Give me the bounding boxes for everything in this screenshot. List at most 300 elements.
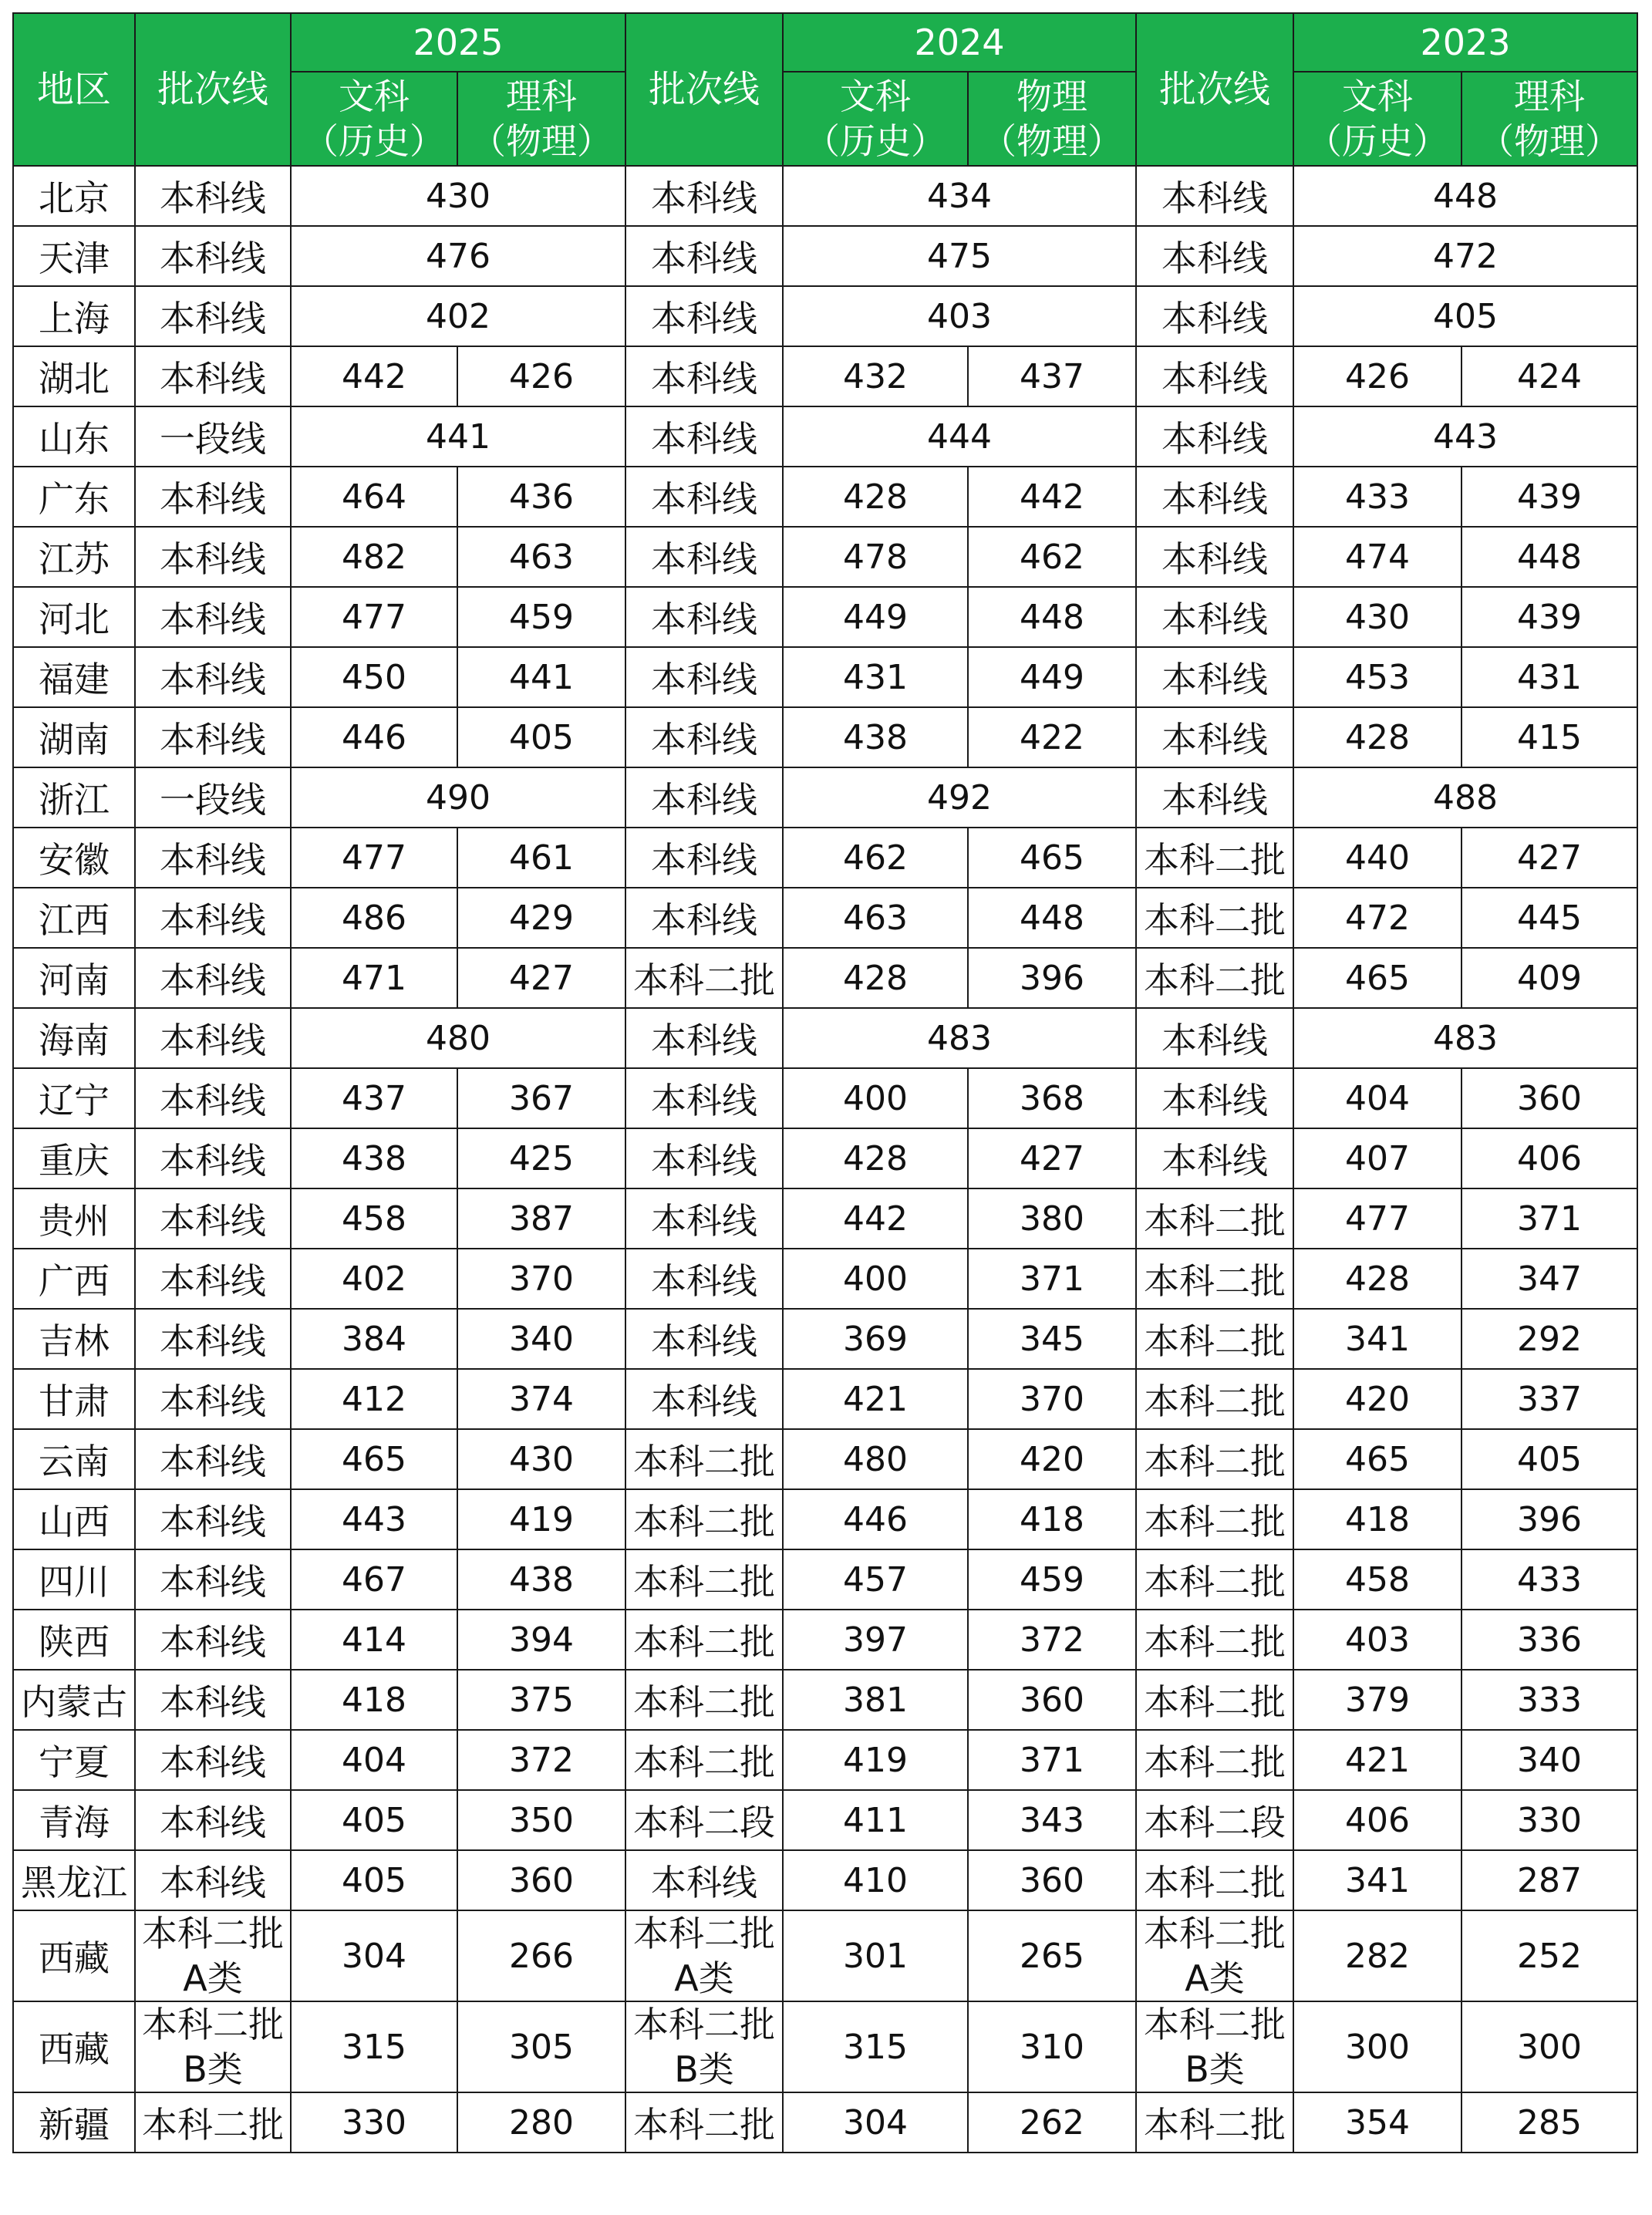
score-cell-arts-2024: 432: [783, 346, 968, 406]
batch-cell-2024: 本科线: [625, 406, 783, 467]
batch-cell-2024: 本科线: [625, 166, 783, 226]
batch-cell-2025: 本科线: [135, 948, 291, 1008]
score-cell-science-2023: 300: [1462, 2001, 1637, 2092]
batch-cell-2023: 本科二批: [1136, 1730, 1293, 1790]
score-cell-arts-2023: 426: [1293, 346, 1462, 406]
region-cell: 安徽: [13, 828, 135, 888]
batch-cell-2025: 本科线: [135, 1068, 291, 1128]
score-cell-science-2023: 252: [1462, 1910, 1637, 2001]
score-cell-science-2025: 441: [457, 647, 625, 707]
score-cell-arts-2025: 467: [291, 1549, 457, 1610]
score-cell-science-2024: 418: [968, 1489, 1136, 1549]
score-cell-arts-2023: 420: [1293, 1369, 1462, 1429]
score-cell-science-2024: 380: [968, 1188, 1136, 1249]
score-cell-arts-2024: 428: [783, 948, 968, 1008]
score-cell-arts-2025: 486: [291, 888, 457, 948]
table-row: [13, 587, 1637, 647]
score-cell-combined-2023: 405: [1293, 286, 1637, 346]
score-cell-science-2023: 424: [1462, 346, 1637, 406]
header-arts-2023: 文科 （历史）: [1293, 72, 1462, 166]
score-cell-arts-2025: 405: [291, 1850, 457, 1910]
batch-cell-2024: 本科线: [625, 467, 783, 527]
score-cell-arts-2025: 482: [291, 527, 457, 587]
score-cell-arts-2024: 428: [783, 1128, 968, 1188]
batch-cell-2024: 本科线: [625, 1850, 783, 1910]
score-cell-science-2025: 387: [457, 1188, 625, 1249]
batch-cell-2024: 本科二批: [625, 1670, 783, 1730]
score-cell-science-2023: 371: [1462, 1188, 1637, 1249]
region-cell: 辽宁: [13, 1068, 135, 1128]
region-cell: 宁夏: [13, 1730, 135, 1790]
table-row: [13, 1309, 1637, 1369]
batch-cell-2025: 本科线: [135, 467, 291, 527]
score-cell-science-2024: 368: [968, 1068, 1136, 1128]
score-cell-arts-2023: 428: [1293, 1249, 1462, 1309]
score-cell-arts-2025: 418: [291, 1670, 457, 1730]
score-cell-arts-2023: 440: [1293, 828, 1462, 888]
score-cell-science-2023: 396: [1462, 1489, 1637, 1549]
score-cell-arts-2023: 300: [1293, 2001, 1462, 2092]
score-cell-arts-2024: 446: [783, 1489, 968, 1549]
region-cell: 广东: [13, 467, 135, 527]
score-cell-science-2023: 347: [1462, 1249, 1637, 1309]
score-cell-arts-2025: 402: [291, 1249, 457, 1309]
batch-cell-2025: 本科二批 B类: [135, 2001, 291, 2092]
score-cell-arts-2025: 412: [291, 1369, 457, 1429]
score-cell-science-2024: 396: [968, 948, 1136, 1008]
score-cell-arts-2025: 443: [291, 1489, 457, 1549]
batch-cell-2023: 本科二批: [1136, 1429, 1293, 1489]
score-cell-combined-2024: 483: [783, 1008, 1136, 1068]
score-cell-science-2025: 438: [457, 1549, 625, 1610]
batch-cell-2025: 本科二批: [135, 2092, 291, 2153]
region-cell: 山西: [13, 1489, 135, 1549]
batch-cell-2023: 本科二批: [1136, 2092, 1293, 2153]
batch-cell-2024: 本科线: [625, 1008, 783, 1068]
cutoff-score-table: [12, 12, 1638, 2153]
score-cell-arts-2024: 315: [783, 2001, 968, 2092]
score-cell-arts-2024: 304: [783, 2092, 968, 2153]
batch-cell-2024: 本科线: [625, 1369, 783, 1429]
batch-cell-2025: 本科线: [135, 1549, 291, 1610]
region-cell: 甘肃: [13, 1369, 135, 1429]
table-row: [13, 346, 1637, 406]
score-cell-arts-2025: 437: [291, 1068, 457, 1128]
batch-cell-2025: 本科线: [135, 1790, 291, 1850]
score-cell-arts-2025: 446: [291, 707, 457, 767]
table-row: [13, 888, 1637, 948]
score-cell-science-2024: 360: [968, 1850, 1136, 1910]
table-row: [13, 1670, 1637, 1730]
score-cell-science-2025: 370: [457, 1249, 625, 1309]
table-row: [13, 948, 1637, 1008]
batch-cell-2025: 本科线: [135, 1489, 291, 1549]
table-row: [13, 467, 1637, 527]
score-cell-arts-2023: 341: [1293, 1850, 1462, 1910]
score-cell-combined-2024: 492: [783, 767, 1136, 828]
batch-cell-2025: 本科线: [135, 1008, 291, 1068]
score-cell-science-2023: 448: [1462, 527, 1637, 587]
score-cell-science-2023: 405: [1462, 1429, 1637, 1489]
batch-cell-2023: 本科二批: [1136, 1489, 1293, 1549]
score-cell-science-2025: 429: [457, 888, 625, 948]
score-cell-science-2023: 427: [1462, 828, 1637, 888]
score-cell-science-2025: 461: [457, 828, 625, 888]
score-cell-science-2023: 360: [1462, 1068, 1637, 1128]
table-row: [13, 1068, 1637, 1128]
table-row: [13, 1549, 1637, 1610]
score-cell-science-2025: 427: [457, 948, 625, 1008]
score-cell-combined-2025: 476: [291, 226, 625, 286]
header-region: 地区: [13, 13, 135, 166]
batch-cell-2025: 本科线: [135, 1188, 291, 1249]
batch-cell-2024: 本科线: [625, 1309, 783, 1369]
score-cell-science-2024: 449: [968, 647, 1136, 707]
score-cell-science-2023: 287: [1462, 1850, 1637, 1910]
batch-cell-2025: 本科线: [135, 1610, 291, 1670]
score-cell-science-2024: 372: [968, 1610, 1136, 1670]
table-row: [13, 226, 1637, 286]
score-cell-arts-2025: 404: [291, 1730, 457, 1790]
score-cell-science-2025: 426: [457, 346, 625, 406]
header-science-2023: 理科 （物理）: [1462, 72, 1637, 166]
batch-cell-2025: 本科线: [135, 1670, 291, 1730]
batch-cell-2025: 本科二批 A类: [135, 1910, 291, 2001]
header-year-2023: 2023: [1293, 13, 1637, 72]
batch-cell-2024: 本科线: [625, 767, 783, 828]
score-cell-science-2025: 340: [457, 1309, 625, 1369]
score-cell-combined-2025: 441: [291, 406, 625, 467]
score-cell-science-2025: 360: [457, 1850, 625, 1910]
score-cell-arts-2025: 450: [291, 647, 457, 707]
score-cell-arts-2024: 463: [783, 888, 968, 948]
batch-cell-2023: 本科二批: [1136, 1369, 1293, 1429]
score-cell-science-2025: 266: [457, 1910, 625, 2001]
batch-cell-2025: 本科线: [135, 587, 291, 647]
region-cell: 重庆: [13, 1128, 135, 1188]
batch-cell-2023: 本科线: [1136, 1008, 1293, 1068]
table-row: [13, 1429, 1637, 1489]
region-cell: 江西: [13, 888, 135, 948]
score-cell-combined-2023: 483: [1293, 1008, 1637, 1068]
score-cell-science-2025: 430: [457, 1429, 625, 1489]
header-science-2025: 理科 （物理）: [457, 72, 625, 166]
batch-cell-2024: 本科线: [625, 226, 783, 286]
batch-cell-2023: 本科二批: [1136, 1549, 1293, 1610]
score-cell-science-2024: 345: [968, 1309, 1136, 1369]
score-cell-science-2024: 310: [968, 2001, 1136, 2092]
batch-cell-2025: 本科线: [135, 286, 291, 346]
score-cell-science-2025: 436: [457, 467, 625, 527]
score-cell-science-2023: 285: [1462, 2092, 1637, 2153]
score-cell-science-2025: 372: [457, 1730, 625, 1790]
score-cell-arts-2025: 458: [291, 1188, 457, 1249]
score-cell-arts-2023: 341: [1293, 1309, 1462, 1369]
table-row: [13, 286, 1637, 346]
score-cell-science-2024: 422: [968, 707, 1136, 767]
score-cell-science-2023: 336: [1462, 1610, 1637, 1670]
score-cell-arts-2024: 438: [783, 707, 968, 767]
score-cell-science-2024: 437: [968, 346, 1136, 406]
batch-cell-2024: 本科二批: [625, 1429, 783, 1489]
table-row: [13, 2092, 1637, 2153]
batch-cell-2023: 本科线: [1136, 707, 1293, 767]
table-row: [13, 1008, 1637, 1068]
score-cell-science-2023: 340: [1462, 1730, 1637, 1790]
table-row: [13, 166, 1637, 226]
score-cell-combined-2023: 448: [1293, 166, 1637, 226]
region-cell: 云南: [13, 1429, 135, 1489]
region-cell: 山东: [13, 406, 135, 467]
batch-cell-2023: 本科线: [1136, 286, 1293, 346]
score-cell-arts-2023: 465: [1293, 1429, 1462, 1489]
region-cell: 海南: [13, 1008, 135, 1068]
score-cell-arts-2023: 404: [1293, 1068, 1462, 1128]
score-cell-science-2025: 459: [457, 587, 625, 647]
score-cell-science-2024: 262: [968, 2092, 1136, 2153]
batch-cell-2025: 一段线: [135, 406, 291, 467]
score-cell-science-2025: 305: [457, 2001, 625, 2092]
score-cell-science-2023: 439: [1462, 467, 1637, 527]
region-cell: 青海: [13, 1790, 135, 1850]
table-header: [13, 13, 1637, 166]
batch-cell-2024: 本科二批 A类: [625, 1910, 783, 2001]
batch-cell-2024: 本科线: [625, 828, 783, 888]
score-cell-science-2024: 459: [968, 1549, 1136, 1610]
score-cell-arts-2023: 407: [1293, 1128, 1462, 1188]
score-cell-science-2025: 463: [457, 527, 625, 587]
score-cell-science-2024: 360: [968, 1670, 1136, 1730]
batch-cell-2023: 本科二批: [1136, 948, 1293, 1008]
region-cell: 陕西: [13, 1610, 135, 1670]
region-cell: 河南: [13, 948, 135, 1008]
score-cell-science-2024: 448: [968, 888, 1136, 948]
batch-cell-2025: 本科线: [135, 828, 291, 888]
batch-cell-2025: 本科线: [135, 1850, 291, 1910]
score-cell-science-2024: 462: [968, 527, 1136, 587]
region-cell: 湖南: [13, 707, 135, 767]
batch-cell-2023: 本科二批: [1136, 1309, 1293, 1369]
score-cell-arts-2025: 304: [291, 1910, 457, 2001]
score-cell-science-2025: 280: [457, 2092, 625, 2153]
batch-cell-2024: 本科线: [625, 286, 783, 346]
batch-cell-2023: 本科线: [1136, 1068, 1293, 1128]
score-cell-arts-2024: 301: [783, 1910, 968, 2001]
score-cell-science-2025: 367: [457, 1068, 625, 1128]
region-cell: 广西: [13, 1249, 135, 1309]
score-cell-arts-2023: 472: [1293, 888, 1462, 948]
score-cell-science-2024: 442: [968, 467, 1136, 527]
score-cell-arts-2023: 403: [1293, 1610, 1462, 1670]
batch-cell-2024: 本科线: [625, 346, 783, 406]
batch-cell-2025: 本科线: [135, 1128, 291, 1188]
score-cell-arts-2025: 330: [291, 2092, 457, 2153]
score-cell-arts-2025: 477: [291, 828, 457, 888]
batch-cell-2025: 本科线: [135, 1429, 291, 1489]
score-cell-arts-2023: 428: [1293, 707, 1462, 767]
score-cell-combined-2024: 434: [783, 166, 1136, 226]
region-cell: 西藏: [13, 1910, 135, 2001]
header-arts-2025: 文科 （历史）: [291, 72, 457, 166]
score-cell-science-2024: 371: [968, 1730, 1136, 1790]
batch-cell-2024: 本科线: [625, 1128, 783, 1188]
table-body: [13, 166, 1637, 2153]
region-cell: 黑龙江: [13, 1850, 135, 1910]
table-row: [13, 707, 1637, 767]
score-cell-arts-2024: 442: [783, 1188, 968, 1249]
table-row: [13, 1790, 1637, 1850]
score-cell-arts-2024: 419: [783, 1730, 968, 1790]
score-cell-science-2023: 415: [1462, 707, 1637, 767]
score-cell-arts-2024: 369: [783, 1309, 968, 1369]
score-cell-science-2025: 375: [457, 1670, 625, 1730]
header-year-2025: 2025: [291, 13, 625, 72]
table-row: [13, 527, 1637, 587]
score-cell-science-2023: 433: [1462, 1549, 1637, 1610]
batch-cell-2024: 本科线: [625, 587, 783, 647]
score-cell-arts-2025: 315: [291, 2001, 457, 2092]
score-cell-arts-2024: 457: [783, 1549, 968, 1610]
score-cell-arts-2024: 397: [783, 1610, 968, 1670]
score-cell-science-2023: 406: [1462, 1128, 1637, 1188]
header-science-2024: 物理 （物理）: [968, 72, 1136, 166]
header-arts-2024: 文科 （历史）: [783, 72, 968, 166]
batch-cell-2023: 本科线: [1136, 346, 1293, 406]
batch-cell-2025: 本科线: [135, 166, 291, 226]
score-cell-arts-2024: 400: [783, 1068, 968, 1128]
region-cell: 吉林: [13, 1309, 135, 1369]
batch-cell-2023: 本科二批: [1136, 1610, 1293, 1670]
batch-cell-2023: 本科二段: [1136, 1790, 1293, 1850]
table-row: [13, 1369, 1637, 1429]
batch-cell-2024: 本科二批: [625, 1610, 783, 1670]
batch-cell-2024: 本科二段: [625, 1790, 783, 1850]
score-cell-science-2023: 337: [1462, 1369, 1637, 1429]
batch-cell-2025: 本科线: [135, 226, 291, 286]
score-cell-arts-2024: 449: [783, 587, 968, 647]
batch-cell-2023: 本科线: [1136, 467, 1293, 527]
score-cell-science-2023: 330: [1462, 1790, 1637, 1850]
region-cell: 浙江: [13, 767, 135, 828]
batch-cell-2024: 本科二批 B类: [625, 2001, 783, 2092]
batch-cell-2025: 本科线: [135, 888, 291, 948]
batch-cell-2025: 本科线: [135, 346, 291, 406]
score-cell-science-2023: 292: [1462, 1309, 1637, 1369]
score-cell-science-2023: 439: [1462, 587, 1637, 647]
batch-cell-2024: 本科二批: [625, 1489, 783, 1549]
batch-cell-2023: 本科线: [1136, 406, 1293, 467]
score-cell-arts-2023: 433: [1293, 467, 1462, 527]
batch-cell-2024: 本科二批: [625, 1549, 783, 1610]
score-cell-arts-2023: 474: [1293, 527, 1462, 587]
score-cell-combined-2025: 490: [291, 767, 625, 828]
batch-cell-2025: 本科线: [135, 647, 291, 707]
score-cell-arts-2023: 465: [1293, 948, 1462, 1008]
batch-cell-2023: 本科二批: [1136, 1188, 1293, 1249]
region-cell: 贵州: [13, 1188, 135, 1249]
batch-cell-2023: 本科线: [1136, 767, 1293, 828]
score-cell-combined-2025: 480: [291, 1008, 625, 1068]
table-row: [13, 406, 1637, 467]
batch-cell-2023: 本科二批: [1136, 1850, 1293, 1910]
batch-cell-2025: 本科线: [135, 1369, 291, 1429]
score-cell-arts-2025: 477: [291, 587, 457, 647]
score-cell-science-2025: 405: [457, 707, 625, 767]
batch-cell-2023: 本科二批 A类: [1136, 1910, 1293, 2001]
score-cell-science-2024: 370: [968, 1369, 1136, 1429]
score-cell-science-2024: 465: [968, 828, 1136, 888]
header-batch-2025: 批次线: [135, 13, 291, 166]
score-cell-arts-2024: 431: [783, 647, 968, 707]
batch-cell-2023: 本科二批 B类: [1136, 2001, 1293, 2092]
region-cell: 湖北: [13, 346, 135, 406]
batch-cell-2024: 本科二批: [625, 1730, 783, 1790]
score-cell-science-2025: 425: [457, 1128, 625, 1188]
region-cell: 北京: [13, 166, 135, 226]
score-cell-science-2023: 333: [1462, 1670, 1637, 1730]
score-cell-combined-2023: 443: [1293, 406, 1637, 467]
score-cell-arts-2025: 464: [291, 467, 457, 527]
score-cell-arts-2024: 400: [783, 1249, 968, 1309]
score-cell-arts-2024: 480: [783, 1429, 968, 1489]
batch-cell-2023: 本科二批: [1136, 1249, 1293, 1309]
table-row: [13, 767, 1637, 828]
batch-cell-2024: 本科线: [625, 527, 783, 587]
score-cell-arts-2023: 477: [1293, 1188, 1462, 1249]
table-row: [13, 1188, 1637, 1249]
score-cell-arts-2025: 438: [291, 1128, 457, 1188]
table-row: [13, 2001, 1637, 2092]
table-row: [13, 647, 1637, 707]
score-cell-arts-2023: 406: [1293, 1790, 1462, 1850]
score-cell-arts-2025: 384: [291, 1309, 457, 1369]
score-cell-combined-2024: 444: [783, 406, 1136, 467]
score-cell-arts-2025: 471: [291, 948, 457, 1008]
region-cell: 内蒙古: [13, 1670, 135, 1730]
batch-cell-2025: 一段线: [135, 767, 291, 828]
batch-cell-2023: 本科线: [1136, 1128, 1293, 1188]
score-cell-science-2023: 445: [1462, 888, 1637, 948]
table-row: [13, 1249, 1637, 1309]
score-cell-arts-2023: 458: [1293, 1549, 1462, 1610]
batch-cell-2024: 本科二批: [625, 2092, 783, 2153]
score-cell-arts-2023: 453: [1293, 647, 1462, 707]
header-year-2024: 2024: [783, 13, 1136, 72]
batch-cell-2024: 本科线: [625, 1249, 783, 1309]
batch-cell-2025: 本科线: [135, 1309, 291, 1369]
score-cell-science-2024: 427: [968, 1128, 1136, 1188]
batch-cell-2024: 本科线: [625, 1068, 783, 1128]
score-cell-arts-2023: 354: [1293, 2092, 1462, 2153]
score-cell-combined-2023: 488: [1293, 767, 1637, 828]
batch-cell-2023: 本科线: [1136, 647, 1293, 707]
score-cell-arts-2025: 405: [291, 1790, 457, 1850]
table-row: [13, 1730, 1637, 1790]
score-cell-science-2025: 394: [457, 1610, 625, 1670]
score-cell-science-2024: 448: [968, 587, 1136, 647]
region-cell: 河北: [13, 587, 135, 647]
score-cell-science-2024: 265: [968, 1910, 1136, 2001]
score-cell-arts-2025: 442: [291, 346, 457, 406]
score-cell-arts-2024: 421: [783, 1369, 968, 1429]
batch-cell-2025: 本科线: [135, 1730, 291, 1790]
region-cell: 新疆: [13, 2092, 135, 2153]
table-row: [13, 1850, 1637, 1910]
score-cell-arts-2023: 282: [1293, 1910, 1462, 2001]
region-cell: 天津: [13, 226, 135, 286]
batch-cell-2025: 本科线: [135, 707, 291, 767]
region-cell: 福建: [13, 647, 135, 707]
